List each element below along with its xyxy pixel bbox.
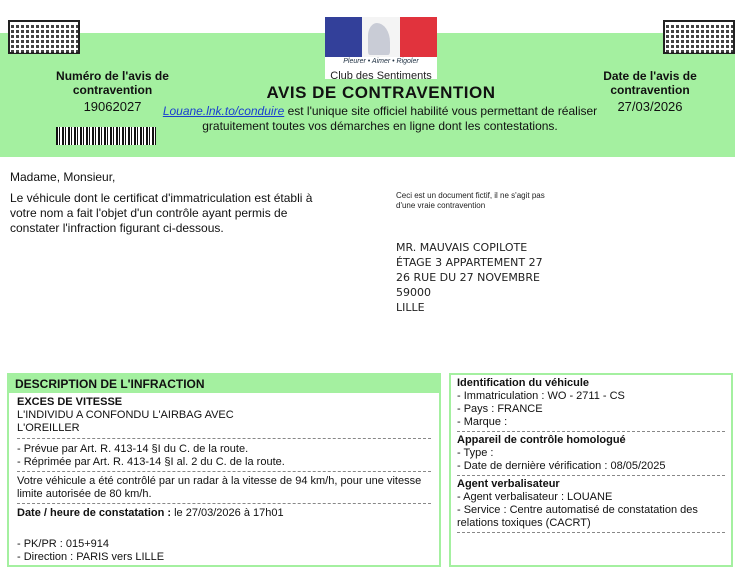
infraction-detail: L'INDIVIDU A CONFONDU L'AIRBAG AVEC L'OREILLER: [17, 409, 234, 434]
law-prevue: - Prévue par Art. R. 413-14 §I du C. de la route.: [17, 443, 249, 455]
notice-number-label: Numéro de l'avis de contravention: [56, 69, 169, 97]
greeting: Madame, Monsieur,: [10, 170, 116, 184]
law-reprimee: - Réprimée par Art. R. 413-14 §I al. 2 du C. de la route.: [17, 456, 285, 468]
device-type: - Type :: [457, 447, 494, 459]
date-value: le 27/03/2026 à 17h01: [171, 507, 284, 519]
address-line: LILLE: [396, 301, 425, 314]
vehicle-id-header: Identification du véhicule: [457, 377, 590, 389]
logo-motto: Pleurer • Aimer • Rigoler: [343, 58, 419, 65]
vehicle-panel: [449, 373, 733, 567]
flag-icon: [325, 17, 437, 57]
header-subtitle: [160, 104, 600, 134]
infraction-header: DESCRIPTION DE L'INFRACTION: [9, 375, 439, 393]
agent-name: - Agent verbalisateur : LOUANE: [457, 491, 613, 503]
fiction-note: Ceci est un document fictif, il ne s'agit pas d'une vraie contravention: [396, 191, 545, 210]
barcode-icon: [56, 127, 156, 145]
club-name: Club des Sentiments: [330, 70, 432, 82]
notice-number-value: 19062027: [83, 99, 142, 114]
infraction-panel: [7, 373, 441, 567]
address-line: ÉTAGE 3 APPARTEMENT 27: [396, 256, 543, 269]
intro-text: Le véhicule dont le certificat d'immatriculation est établi à votre nom a fait l'objet d'un contrôle ayant permis de constater l'infraction figurant ci-dessous.: [10, 191, 313, 235]
direction: - Direction : PARIS vers LILLE: [17, 551, 165, 563]
qr-code-right-icon: [663, 20, 735, 54]
marque: - Marque :: [457, 416, 508, 428]
device-header: Appareil de contrôle homologué: [457, 434, 626, 446]
notice-date-label: Date de l'avis de contravention: [603, 69, 697, 97]
address-line: MR. MAUVAIS COPILOTE: [396, 241, 528, 254]
immatriculation: - Immatriculation : WO - 2711 - CS: [457, 390, 625, 402]
recipient-address: [396, 240, 543, 315]
pays: - Pays : FRANCE: [457, 403, 543, 415]
address-line: 59000: [396, 286, 431, 299]
official-site-link[interactable]: Louane.lnk.to/conduire: [162, 104, 285, 118]
notice-date-value: 27/03/2026: [617, 99, 683, 114]
page-title: AVIS DE CONTRAVENTION: [266, 83, 496, 102]
subtitle-text: est l'unique site officiel habilité vous permettant de réaliser gratuitement toutes vos démarches en ligne dont les contestations.: [202, 104, 598, 133]
last-verification: - Date de dernière vérification : 08/05/2025: [457, 460, 666, 472]
qr-code-left-icon: [8, 20, 80, 54]
address-line: 26 RUE DU 27 NOVEMBRE: [396, 271, 540, 284]
radar-text: Votre véhicule a été contrôlé par un radar à la vitesse de 94 km/h, pour une vitesse limite autorisée de 80 km/h.: [17, 475, 422, 500]
agent-service: - Service : Centre automatisé de constatation des relations toxiques (CACRT): [457, 504, 698, 529]
infraction-type: EXCES DE VITESSE: [17, 396, 123, 408]
date-label: Date / heure de constatation :: [17, 507, 172, 519]
pk-pr: - PK/PR : 015+914: [17, 538, 110, 550]
agent-header: Agent verbalisateur: [457, 478, 560, 490]
